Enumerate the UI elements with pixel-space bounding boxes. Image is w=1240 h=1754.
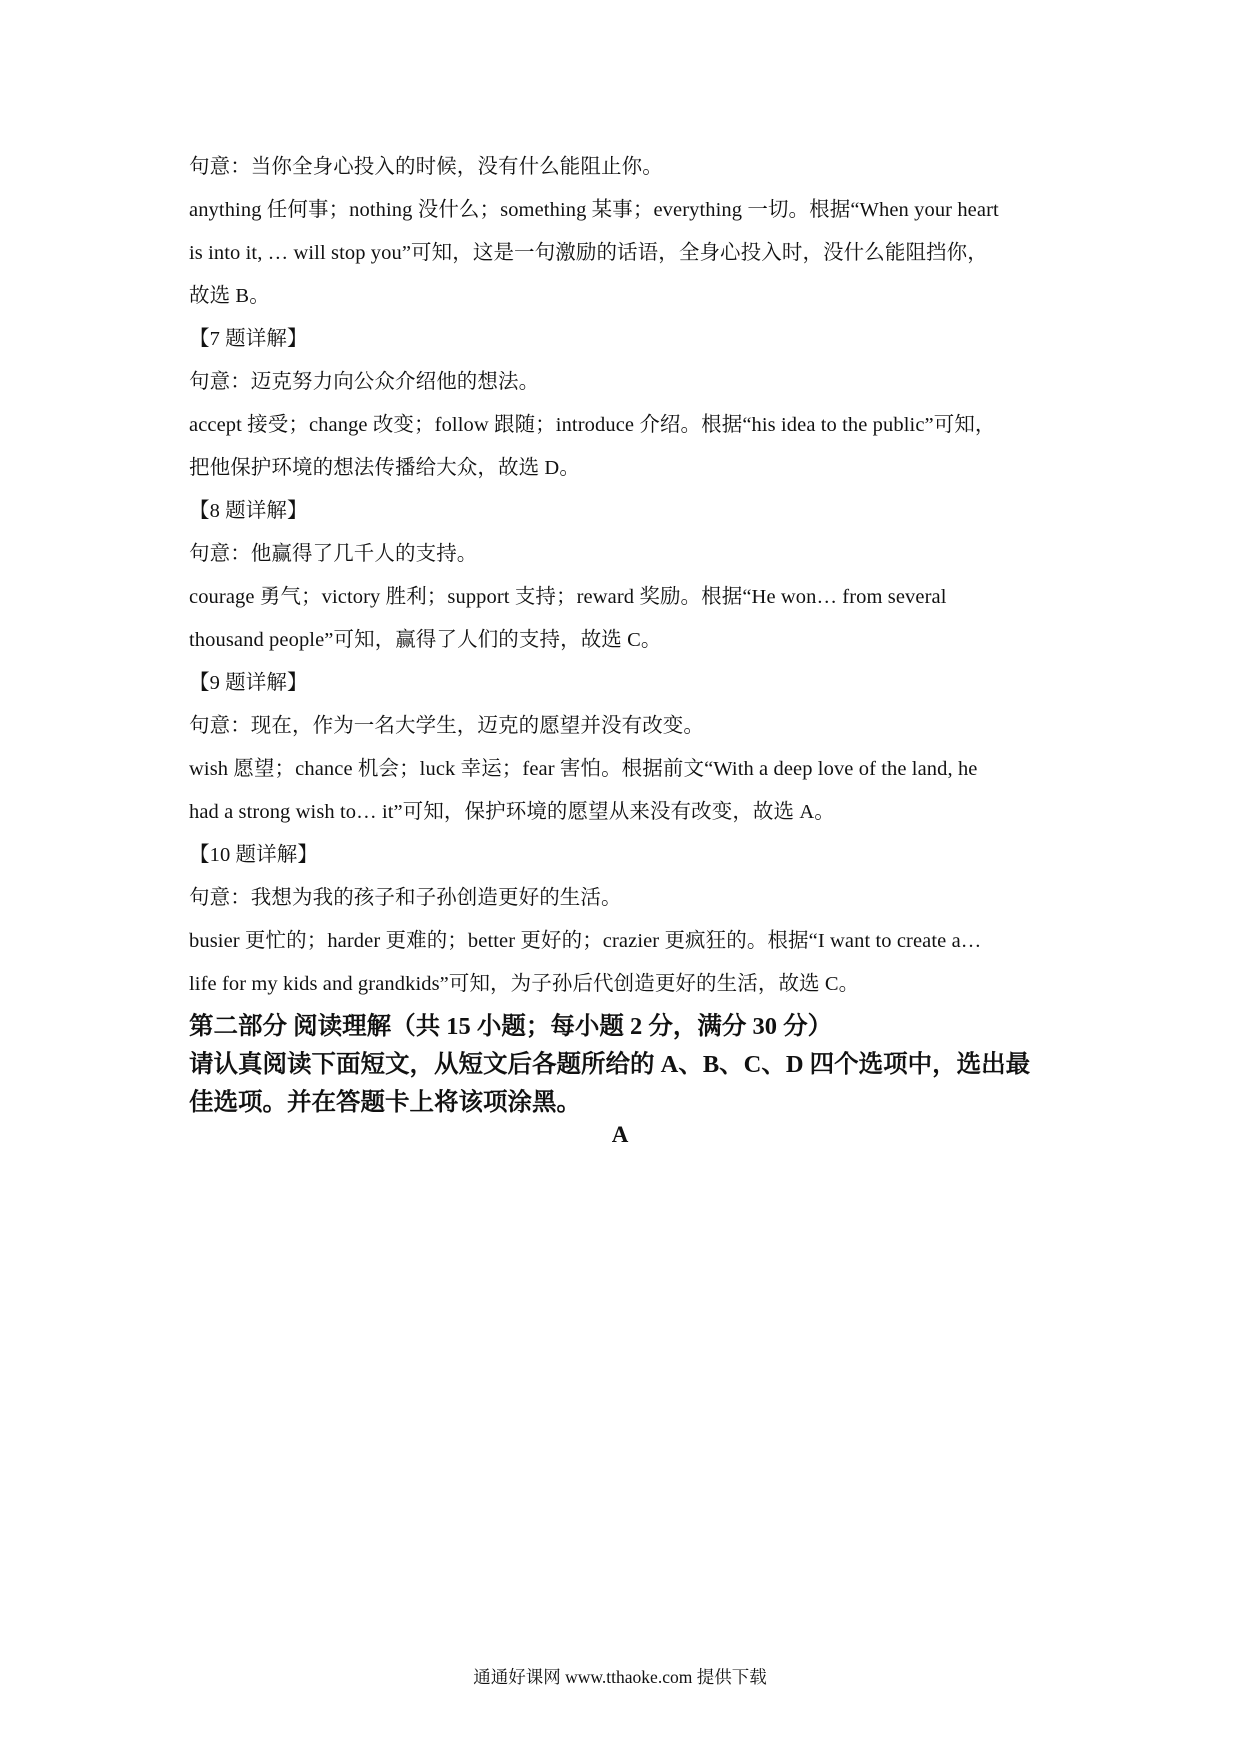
question-8-heading: 【8 题详解】 xyxy=(189,500,308,522)
text-line: 故选 B。 xyxy=(189,285,270,307)
text-line: life for my kids and grandkids”可知，为子孙后代创造更好的生活，故选 C。 xyxy=(189,973,860,995)
part-heading: 第二部分 阅读理解（共 15 小题；每小题 2 分，满分 30 分） xyxy=(189,1013,833,1040)
text-line: courage 勇气；victory 胜利；support 支持；reward 奖励。根据“He won… from several xyxy=(189,586,947,608)
answer-explanations xyxy=(189,146,1059,1122)
instruction-line: 佳选项。并在答题卡上将该项涂黑。 xyxy=(189,1089,581,1116)
text-line: 句意：他赢得了几千人的支持。 xyxy=(189,543,478,565)
text-line: had a strong wish to… it”可知，保护环境的愿望从来没有改变，故选 A。 xyxy=(189,801,835,823)
text-line: 把他保护环境的想法传播给大众，故选 D。 xyxy=(189,457,580,479)
text-line: 句意：现在，作为一名大学生，迈克的愿望并没有改变。 xyxy=(189,715,704,737)
text-line: wish 愿望；chance 机会；luck 幸运；fear 害怕。根据前文“With a deep love of the land, he xyxy=(189,758,978,780)
text-line: 句意：我想为我的孩子和子孙创造更好的生活。 xyxy=(189,887,622,909)
question-7-heading: 【7 题详解】 xyxy=(189,328,308,350)
question-9-heading: 【9 题详解】 xyxy=(189,672,308,694)
text-line: 句意：当你全身心投入的时候，没有什么能阻止你。 xyxy=(189,156,663,178)
page-footer: 通通好课网 www.tthaoke.com 提供下载 xyxy=(473,1667,767,1687)
text-line: anything 任何事；nothing 没什么；something 某事；everything 一切。根据“When your heart xyxy=(189,199,999,221)
text-line: thousand people”可知，赢得了人们的支持，故选 C。 xyxy=(189,629,662,651)
instruction-line: 请认真阅读下面短文，从短文后各题所给的 A、B、C、D 四个选项中，选出最 xyxy=(189,1051,1031,1078)
question-10-heading: 【10 题详解】 xyxy=(189,844,318,866)
text-line: is into it, … will stop you”可知，这是一句激励的话语，全身心投入时，没什么能阻挡你， xyxy=(189,242,988,264)
text-line: accept 接受；change 改变；follow 跟随；introduce 介绍。根据“his idea to the public”可知， xyxy=(189,414,996,436)
text-line: busier 更忙的；harder 更难的；better 更好的；crazier 更疯狂的。根据“I want to create a… xyxy=(189,930,982,952)
text-line: 句意：迈克努力向公众介绍他的想法。 xyxy=(189,371,540,393)
section-letter: A xyxy=(611,1122,629,1147)
